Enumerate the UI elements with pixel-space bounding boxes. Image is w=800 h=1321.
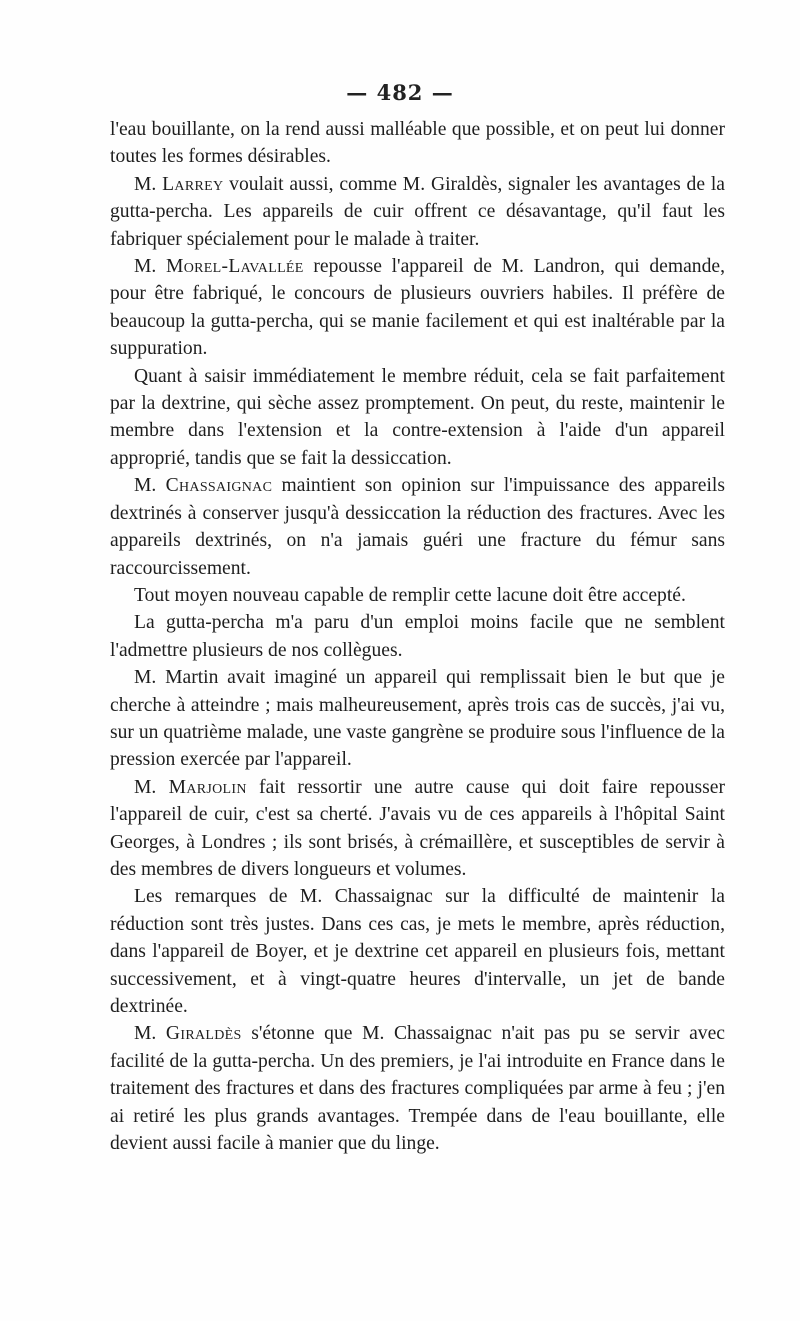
- paragraph: [110, 363, 725, 473]
- paragraph-text: M. Martin avait imaginé un appareil qui remplissait bien le but que je cherche à atteindre ; mais malheureusement, après trois cas de succès, j'ai vu, sur un quatrième malade, une vaste gangrène se produire sous l'influence de la pression exercée par l'appareil.: [110, 667, 725, 771]
- speaker-prefix: M.: [134, 1023, 166, 1045]
- paragraph: [110, 171, 725, 253]
- paragraph: [110, 253, 725, 363]
- paragraph-text: voulait aussi, comme M. Giraldès, signaler les avantages de la gutta-percha. Les appareils de cuir offrent ce désavantage, qu'il faut les fabriquer spécialement pour le malade à traiter.: [110, 173, 725, 250]
- paragraph-text: s'étonne que M. Chassaignac n'ait pas pu se servir avec facilité de la gutta-percha. Un des premiers, je l'ai introduite en France dans le traitement des fractures et dans des fractures compliquées par arme à feu ; j'en ai retiré les plus grands avantages. Trempée dans de l'eau bouillante, elle devient aussi facile à manier que du linge.: [110, 1023, 725, 1155]
- paragraph: [110, 883, 725, 1020]
- paragraph: [110, 664, 725, 774]
- body-text: [110, 116, 725, 1157]
- speaker-prefix: M.: [134, 475, 166, 497]
- page-number: — 482 —: [346, 80, 454, 105]
- paragraph-text: Les remarques de M. Chassaignac sur la difficulté de maintenir la réduction sont très justes. Dans ces cas, je mets le membre, après réduction, dans l'appareil de Boyer, et je dextrine cet appareil en plusieurs fois, mettant successivement, et à vingt-quatre heures d'intervalle, un jet de bande dextrinée.: [110, 886, 725, 1017]
- paragraph-text: Tout moyen nouveau capable de remplir cette lacune doit être accepté.: [134, 584, 686, 606]
- paragraph-text: Quant à saisir immédiatement le membre réduit, cela se fait parfaitement par la dextrine, qui sèche assez promptement. On peut, du reste, maintenir le membre dans l'extension et la contre-extension à l'aide d'un appareil approprié, tandis que se fait la dessiccation.: [110, 365, 725, 469]
- speaker-prefix: M.: [134, 256, 167, 278]
- paragraph-text: repousse l'appareil de M. Landron, qui demande, pour être fabriqué, le concours de plusieurs ouvriers habiles. Il préfère de beaucoup la gutta-percha, qui se manie facilement et qui est inaltérable par la suppuration.: [110, 256, 725, 360]
- speaker-prefix: M.: [134, 173, 163, 195]
- speaker-name: Marjolin: [168, 776, 247, 798]
- speaker-name: Larrey: [162, 173, 224, 195]
- paragraph: [110, 774, 725, 884]
- speaker-prefix: M.: [134, 776, 169, 798]
- paragraph: [110, 1020, 725, 1157]
- paragraph-text: maintient son opinion sur l'impuissance des appareils dextrinés à conserver jusqu'à dessiccation la réduction des fractures. Avec les appareils dextrinés, on n'a jamais guéri une fracture du fémur sans raccourcissement.: [110, 475, 725, 579]
- paragraph: [110, 582, 725, 609]
- paragraph-text: La gutta-percha m'a paru d'un emploi moins facile que ne semblent l'admettre plusieurs de nos collègues.: [110, 612, 725, 661]
- paragraph: [110, 609, 725, 664]
- speaker-name: Chassaignac: [165, 475, 273, 497]
- paragraph: [110, 116, 725, 171]
- paragraph: [110, 472, 725, 582]
- speaker-name: Giraldès: [165, 1023, 242, 1045]
- paragraph-text: fait ressortir une autre cause qui doit faire repousser l'appareil de cuir, c'est sa cherté. J'avais vu de ces appareils à l'hôpital Saint Georges, à Londres ; ils sont brisés, à crémaillère, et susceptibles de servir à des membres de divers longueurs et volumes.: [110, 776, 725, 880]
- paragraph-text: l'eau bouillante, on la rend aussi malléable que possible, et on peut lui donner toutes les formes désirables.: [110, 119, 725, 168]
- speaker-name: Morel-Lavallée: [166, 256, 304, 278]
